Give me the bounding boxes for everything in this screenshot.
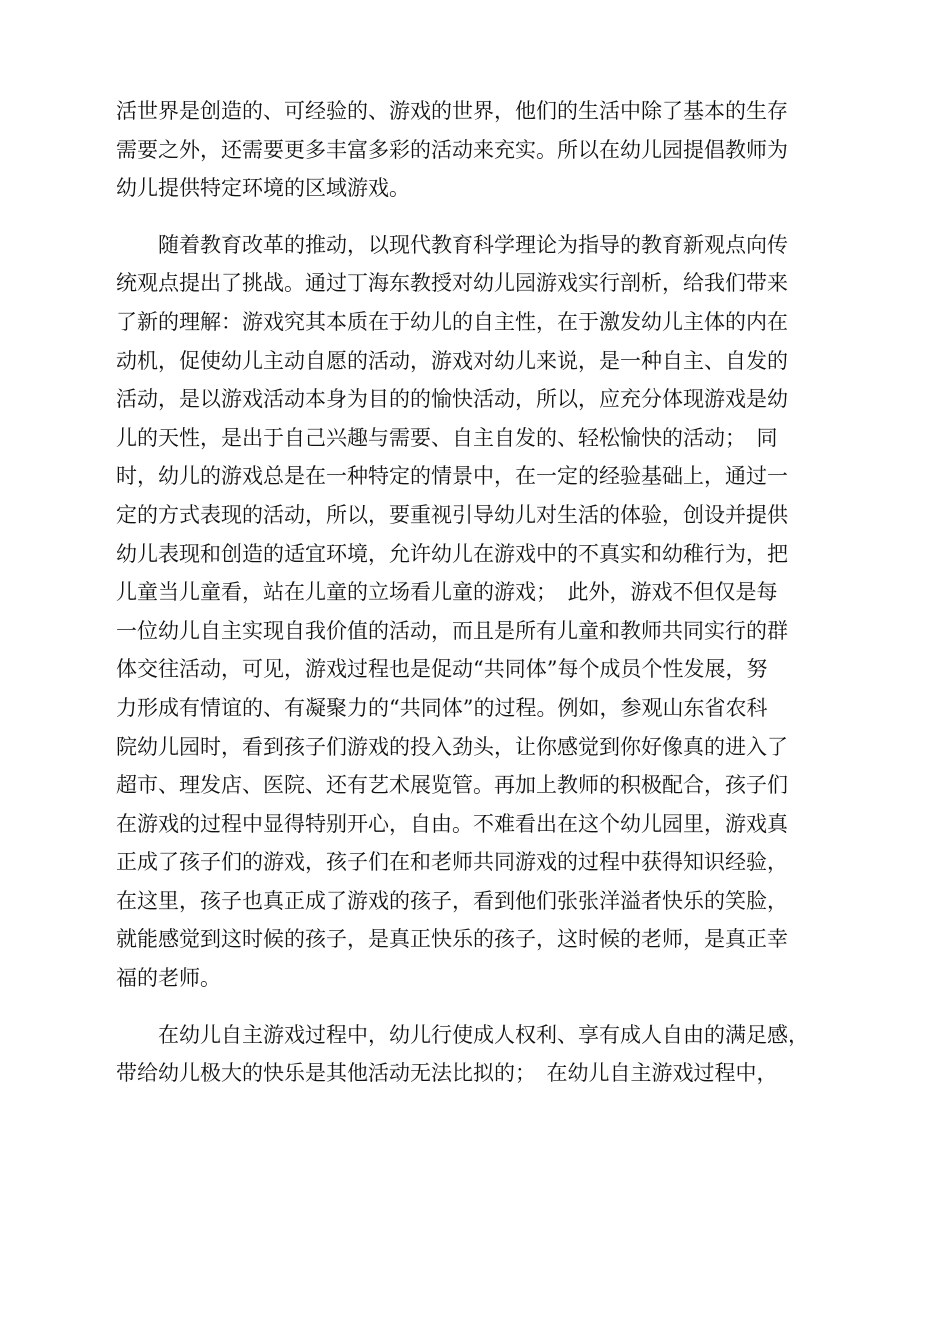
text-line: 体交往活动，可见，游戏过程也是促动“共同体”每个成员个性发展，努 [116, 657, 768, 682]
text-line: 需要之外，还需要更多丰富多彩的活动来充实。所以在幼儿园提倡教师为 [116, 137, 788, 162]
text-line: 活动，是以游戏活动本身为目的的愉快活动，所以，应充分体现游戏是幼 [116, 387, 788, 412]
text-line: 院幼儿园时，看到孩子们游戏的投入劲头，让你感觉到你好像真的进入了 [116, 734, 788, 759]
text-line: 儿的天性，是出于自己兴趣与需要、自主自发的、轻松愉快的活动； 同 [116, 425, 778, 450]
paragraph [116, 226, 856, 998]
text-line: 幼儿表现和创造的适宜环境，允许幼儿在游戏中的不真实和幼稚行为，把 [116, 541, 788, 566]
text-line: 随着教育改革的推动，以现代教育科学理论为指导的教育新观点向传 [158, 232, 788, 257]
text-line: 时，幼儿的游戏总是在一种特定的情景中，在一定的经验基础上，通过一 [116, 464, 788, 489]
text-line: 福的老师。 [116, 966, 221, 991]
text-line: 统观点提出了挑战。通过丁海东教授对幼儿园游戏实行剖析，给我们带来 [116, 271, 788, 296]
text-line: 在这里，孩子也真正成了游戏的孩子，看到他们张张洋溢者快乐的笑脸， [116, 888, 788, 913]
paragraph [116, 1016, 856, 1093]
text-line: 定的方式表现的活动，所以，要重视引导幼儿对生活的体验，创设并提供 [116, 502, 788, 527]
text-line: 了新的理解：游戏究其本质在于幼儿的自主性，在于激发幼儿主体的内在 [116, 309, 788, 334]
text-line: 在幼儿自主游戏过程中，幼儿行使成人权利、享有成人自由的满足感， [158, 1022, 809, 1047]
text-line: 力形成有情谊的、有凝聚力的“共同体”的过程。例如，参观山东省农科 [116, 695, 768, 720]
text-line: 儿童当儿童看，站在儿童的立场看儿童的游戏； 此外，游戏不但仅是每 [116, 580, 778, 605]
text-line: 幼儿提供特定环境的区域游戏。 [116, 176, 410, 201]
text-line: 超市、理发店、医院、还有艺术展览管。再加上教师的积极配合，孩子们 [116, 773, 788, 798]
text-line: 动机，促使幼儿主动自愿的活动，游戏对幼儿来说，是一种自主、自发的 [116, 348, 788, 373]
text-line: 一位幼儿自主实现自我价值的活动，而且是所有儿童和教师共同实行的群 [116, 618, 788, 643]
text-line: 在游戏的过程中显得特别开心，自由。不难看出在这个幼儿园里，游戏真 [116, 811, 788, 836]
paragraph [116, 92, 856, 208]
text-line: 正成了孩子们的游戏，孩子们在和老师共同游戏的过程中获得知识经验， [116, 850, 788, 875]
body-text [116, 92, 856, 1093]
text-line: 就能感觉到这时候的孩子，是真正快乐的孩子，这时候的老师，是真正幸 [116, 927, 788, 952]
text-line: 活世界是创造的、可经验的、游戏的世界，他们的生活中除了基本的生存 [116, 99, 788, 123]
text-line: 带给幼儿极大的快乐是其他活动无法比拟的； 在幼儿自主游戏过程中， [116, 1061, 778, 1086]
